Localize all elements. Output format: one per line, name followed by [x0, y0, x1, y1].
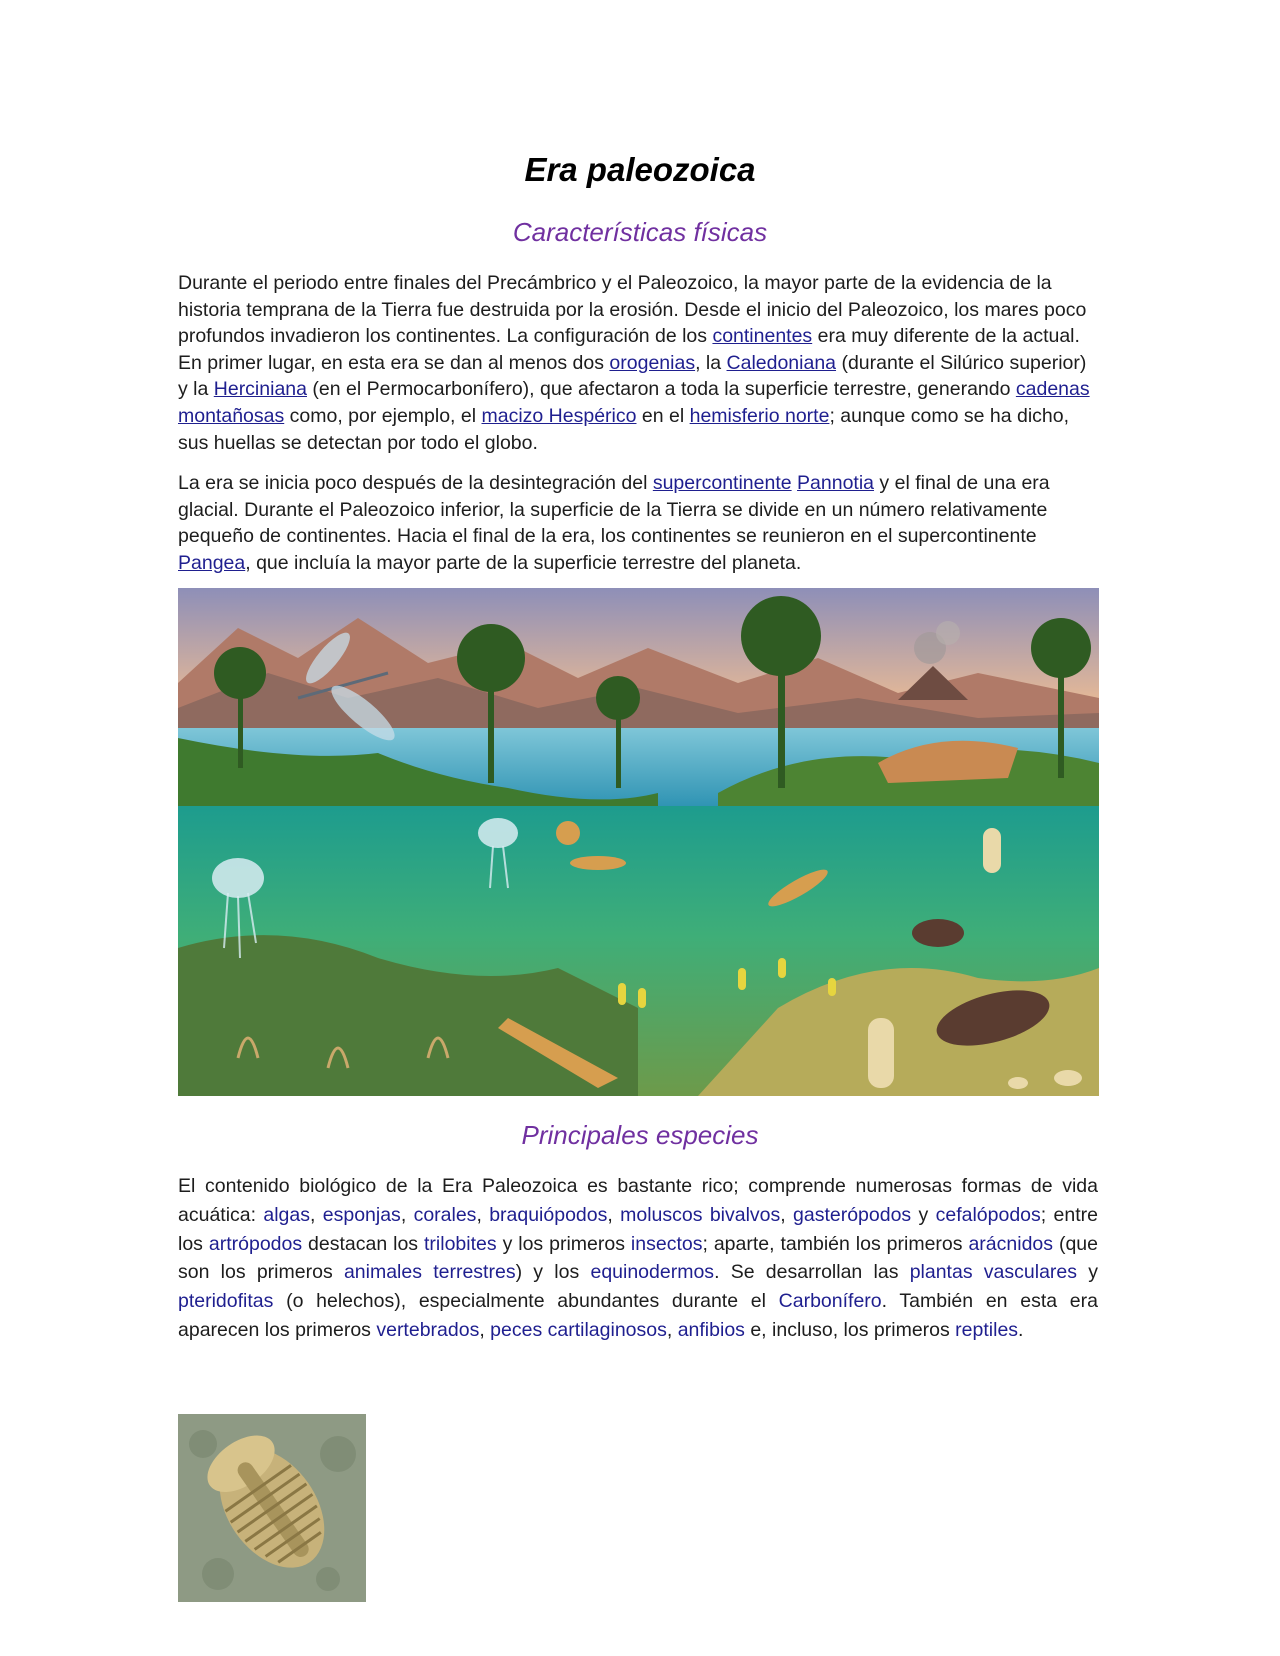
link-supercontinente[interactable]: supercontinente — [652, 472, 792, 494]
link-plantas-vasculares[interactable]: plantas vasculares — [909, 1261, 1078, 1284]
link-pteridofitas[interactable]: pteridofitas — [178, 1290, 274, 1313]
text-run: ; aparte, también los primeros — [702, 1232, 969, 1255]
text-run: , — [476, 1203, 490, 1226]
link-gasteropodos[interactable]: gasterópodos — [793, 1203, 912, 1226]
text-run: destacan los — [302, 1232, 424, 1255]
text-run: , — [666, 1318, 678, 1341]
link-esponjas[interactable]: esponjas — [322, 1203, 401, 1226]
text-run: y — [1077, 1261, 1099, 1284]
link-corales[interactable]: corales — [413, 1203, 477, 1226]
text-run: y — [911, 1203, 936, 1226]
text-run: La era se inicia poco después de la desintegración del — [178, 472, 653, 494]
link-aracnidos[interactable]: arácnidos — [968, 1232, 1054, 1255]
link-pannotia[interactable]: Pannotia — [797, 472, 875, 494]
text-run: como, por ejemplo, el — [284, 404, 482, 427]
text-run: Durante el periodo entre finales del Precámbrico y el Paleozoico, la mayor parte de la evidencia de la historia temprana de la Tierra fue destruida por la erosión. Desde el inicio del Paleozoico, los mares poco profundos invadieron los continentes. La configuración de los — [178, 272, 1087, 348]
link-animales-terrestres[interactable]: animales terrestres — [343, 1261, 516, 1284]
text-run: , — [607, 1203, 621, 1226]
text-run: (en el Permocarbonífero), que afectaron a toda la superficie terrestre, generando — [306, 378, 1016, 401]
text-run: . — [1018, 1318, 1024, 1341]
paragraph-especies — [178, 1172, 1098, 1345]
link-braquiopodos[interactable]: braquiópodos — [489, 1203, 608, 1226]
text-run: , — [310, 1203, 323, 1226]
text-run: , que incluía la mayor parte de la superficie terrestre del planeta. — [245, 551, 802, 574]
link-macizo-hesperico[interactable]: macizo Hespérico — [481, 404, 637, 427]
link-vertebrados[interactable]: vertebrados — [376, 1318, 480, 1341]
text-run: e, incluso, los primeros — [744, 1318, 956, 1341]
text-run: , la — [695, 351, 727, 374]
text-run: ; entre los — [178, 1203, 1098, 1255]
text-run: . También en esta era aparecen los primeros — [178, 1290, 1098, 1341]
paleozoic-scene-illustration — [178, 588, 1099, 1096]
link-cefalopodos[interactable]: cefalópodos — [935, 1203, 1041, 1226]
text-run: , — [780, 1203, 794, 1226]
text-run: y los primeros — [496, 1232, 631, 1255]
text-run: era muy diferente de la actual. En primer lugar, en esta era se dan al menos dos — [178, 325, 1080, 374]
link-herciniana[interactable]: Herciniana — [213, 378, 307, 401]
text-run: (que son los primeros — [178, 1232, 1098, 1284]
link-cadenas-montanosas[interactable]: cadenas montañosas — [178, 378, 1090, 427]
link-artropodos[interactable]: artrópodos — [208, 1232, 303, 1255]
link-continentes[interactable]: continentes — [712, 325, 813, 348]
section-heading-caracteristicas: Características físicas — [512, 217, 768, 247]
text-run: y el final de una era glacial. Durante el Paleozoico inferior, la superficie de la Tierra se divide en un número relativamente pequeño de continentes. Hacia el final de la era, los continentes se reunieron en el supercontinente — [178, 472, 1050, 548]
text-run: , — [479, 1318, 491, 1341]
link-carbonifero[interactable]: Carbonífero — [778, 1290, 882, 1313]
text-run: (durante el Silúrico superior) y la — [178, 351, 1087, 401]
link-moluscos-bivalvos[interactable]: moluscos bivalvos — [620, 1203, 781, 1226]
link-hemisferio-norte[interactable]: hemisferio norte — [689, 404, 830, 427]
link-pangea[interactable]: Pangea — [178, 551, 246, 574]
link-anfibios[interactable]: anfibios — [677, 1318, 745, 1341]
link-reptiles[interactable]: reptiles — [955, 1318, 1019, 1341]
text-run: . Se desarrollan las — [714, 1261, 910, 1284]
link-trilobites[interactable]: trilobites — [424, 1232, 497, 1255]
paragraph-caracteristicas-1 — [178, 270, 1098, 456]
link-algas[interactable]: algas — [263, 1203, 310, 1226]
text-run: (o helechos), especialmente abundantes durante el — [273, 1290, 779, 1313]
section-heading-especies: Principales especies — [521, 1120, 759, 1150]
paragraph-caracteristicas-2 — [178, 470, 1098, 576]
link-insectos[interactable]: insectos — [630, 1232, 703, 1255]
text-run: El contenido biológico de la Era Paleozoica es bastante rico; comprende numerosas formas de vida acuática: — [178, 1175, 1098, 1226]
page-title: Era paleozoica — [524, 151, 756, 188]
text-run: ; aunque como se ha dicho, sus huellas se detectan por todo el globo. — [178, 404, 1070, 454]
link-orogenias[interactable]: orogenias — [609, 351, 696, 374]
link-peces-cartilaginosos[interactable]: peces cartilaginosos — [490, 1318, 667, 1341]
text-run: en el — [636, 404, 690, 427]
text-run: , — [400, 1203, 414, 1226]
link-equinodermos[interactable]: equinodermos — [590, 1261, 715, 1284]
trilobite-fossil-image — [178, 1414, 366, 1602]
link-caledoniana[interactable]: Caledoniana — [726, 351, 837, 374]
text-run: ) y los — [515, 1261, 591, 1284]
